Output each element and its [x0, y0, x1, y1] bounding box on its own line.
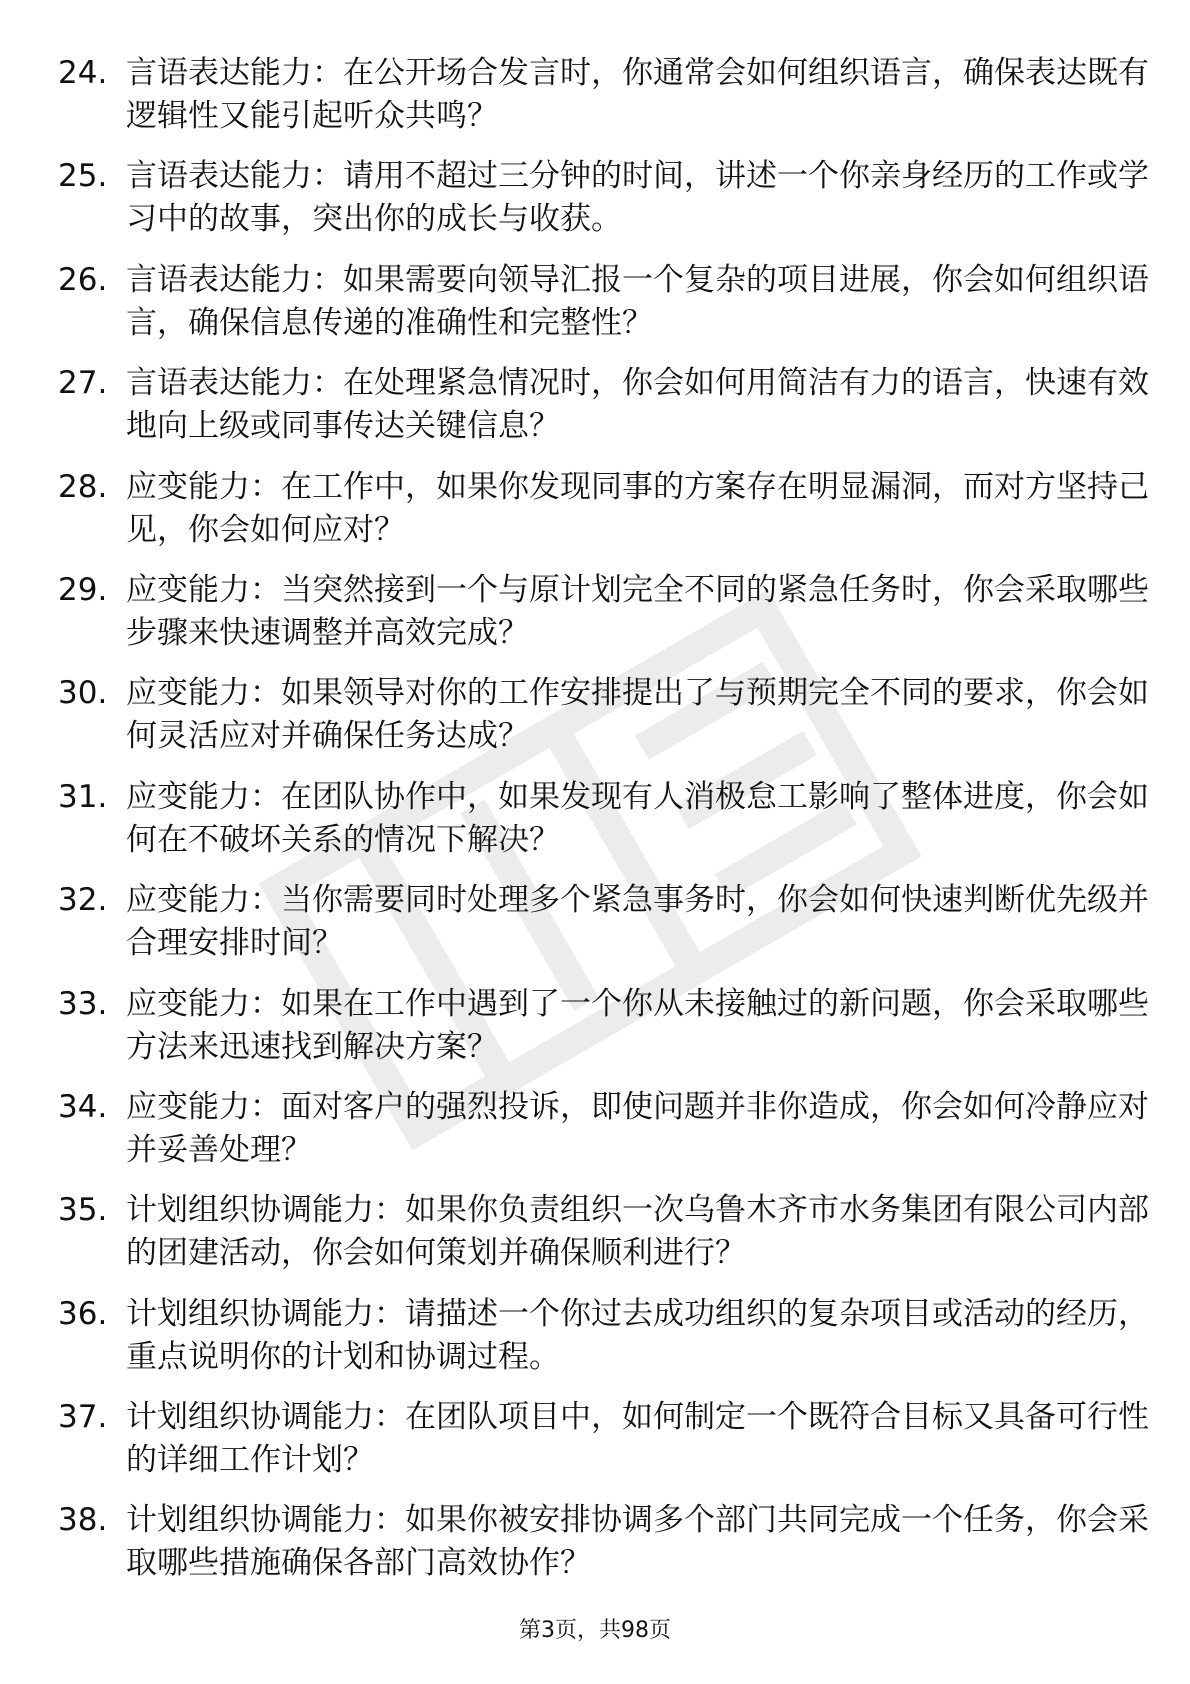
question-item	[58, 776, 1149, 879]
question-text	[126, 466, 1162, 552]
question-number: 28.	[58, 468, 108, 505]
category-separator: ：	[250, 571, 281, 608]
question-item	[58, 672, 1149, 775]
question-category: 应变能力	[126, 468, 250, 505]
question-body: 当突然接到一个与原计划完全不同的紧急任务时，你会采取哪些步骤来快速调整并高效完成？	[126, 571, 1149, 651]
category-separator: ：	[312, 55, 343, 91]
question-text	[126, 362, 1162, 448]
category-separator: ：	[250, 778, 281, 815]
question-body: 如果你负责组织一次乌鲁木齐市水务集团有限公司内部的团建活动，你会如何策划并确保顺利进行？	[126, 1192, 1149, 1272]
category-separator: ：	[312, 158, 343, 195]
question-body: 如果在工作中遇到了一个你从未接触过的新问题，你会采取哪些方法来迅速找到解决方案？	[126, 985, 1149, 1065]
question-category: 言语表达能力	[126, 55, 312, 91]
question-body: 请用不超过三分钟的时间，讲述一个你亲身经历的工作或学习中的故事，突出你的成长与收获。	[126, 158, 1149, 238]
question-item	[58, 466, 1149, 569]
question-number: 31.	[58, 778, 108, 815]
question-body: 如果需要向领导汇报一个复杂的项目进展，你会如何组织语言，确保信息传递的准确性和完整性？	[126, 261, 1149, 341]
category-separator: ：	[250, 882, 281, 919]
category-separator: ：	[250, 675, 281, 712]
question-body: 面对客户的强烈投诉，即使问题并非你造成，你会如何冷静应对并妥善处理？	[126, 1088, 1149, 1168]
category-separator: ：	[374, 1399, 405, 1436]
question-body: 如果你被安排协调多个部门共同完成一个任务，你会采取哪些措施确保各部门高效协作？	[126, 1502, 1149, 1582]
question-item	[58, 569, 1149, 672]
question-category: 言语表达能力	[126, 365, 312, 402]
question-item	[58, 362, 1149, 465]
question-number: 24.	[58, 55, 108, 91]
question-category: 应变能力	[126, 675, 250, 712]
question-text	[126, 1086, 1162, 1172]
question-category: 计划组织协调能力	[126, 1399, 374, 1436]
category-separator: ：	[250, 1088, 281, 1125]
question-text	[126, 983, 1162, 1069]
question-number: 32.	[58, 882, 108, 919]
question-body: 当你需要同时处理多个紧急事务时，你会如何快速判断优先级并合理安排时间？	[126, 882, 1149, 962]
question-number: 29.	[58, 571, 108, 608]
question-text	[126, 776, 1162, 862]
question-category: 应变能力	[126, 778, 250, 815]
question-text	[126, 672, 1162, 758]
question-number: 26.	[58, 261, 108, 298]
question-category: 计划组织协调能力	[126, 1192, 374, 1229]
question-text	[126, 879, 1162, 965]
question-text	[126, 569, 1162, 655]
question-text	[126, 1396, 1162, 1482]
category-separator: ：	[374, 1295, 405, 1332]
question-number: 37.	[58, 1399, 108, 1436]
question-category: 应变能力	[126, 985, 250, 1022]
category-separator: ：	[312, 365, 343, 402]
question-text	[126, 52, 1162, 138]
question-item	[58, 1396, 1149, 1499]
question-category: 应变能力	[126, 882, 250, 919]
question-number: 34.	[58, 1088, 108, 1125]
question-item	[58, 983, 1149, 1086]
question-number: 25.	[58, 158, 108, 195]
question-number: 33.	[58, 985, 108, 1022]
question-body: 在公开场合发言时，你通常会如何组织语言，确保表达既有逻辑性又能引起听众共鸣？	[126, 55, 1149, 134]
question-text	[126, 155, 1162, 241]
question-text	[126, 1499, 1162, 1585]
question-category: 计划组织协调能力	[126, 1502, 374, 1539]
question-category: 应变能力	[126, 1088, 250, 1125]
question-category: 应变能力	[126, 571, 250, 608]
question-category: 言语表达能力	[126, 158, 312, 195]
question-item	[58, 879, 1149, 982]
question-body: 如果领导对你的工作安排提出了与预期完全不同的要求，你会如何灵活应对并确保任务达成？	[126, 675, 1149, 755]
question-item	[58, 155, 1149, 258]
question-number: 35.	[58, 1192, 108, 1229]
question-text	[126, 1293, 1162, 1379]
question-body: 在团队项目中，如何制定一个既符合目标又具备可行性的详细工作计划？	[126, 1399, 1149, 1479]
category-separator: ：	[374, 1502, 405, 1539]
question-body: 在处理紧急情况时，你会如何用简洁有力的语言，快速有效地向上级或同事传达关键信息？	[126, 365, 1149, 445]
category-separator: ：	[374, 1192, 405, 1229]
category-separator: ：	[250, 468, 281, 505]
question-item	[58, 1086, 1149, 1189]
category-separator: ：	[312, 261, 343, 298]
question-category: 计划组织协调能力	[126, 1295, 374, 1332]
question-list	[58, 52, 1149, 1603]
question-item	[58, 52, 1149, 155]
question-number: 38.	[58, 1502, 108, 1539]
question-number: 30.	[58, 675, 108, 712]
question-text	[126, 259, 1162, 345]
question-item	[58, 1189, 1149, 1292]
question-category: 言语表达能力	[126, 261, 312, 298]
category-separator: ：	[250, 985, 281, 1022]
question-item	[58, 259, 1149, 362]
page-footer: 第3页，共98页	[519, 1618, 671, 1643]
question-item	[58, 1499, 1149, 1602]
question-body: 在团队协作中，如果发现有人消极怠工影响了整体进度，你会如何在不破坏关系的情况下解决？	[126, 778, 1149, 858]
question-text	[126, 1189, 1162, 1275]
question-body: 在工作中，如果你发现同事的方案存在明显漏洞，而对方坚持己见，你会如何应对？	[126, 468, 1149, 548]
question-number: 36.	[58, 1295, 108, 1332]
question-item	[58, 1293, 1149, 1396]
question-number: 27.	[58, 365, 108, 402]
question-body: 请描述一个你过去成功组织的复杂项目或活动的经历，重点说明你的计划和协调过程。	[126, 1295, 1149, 1375]
